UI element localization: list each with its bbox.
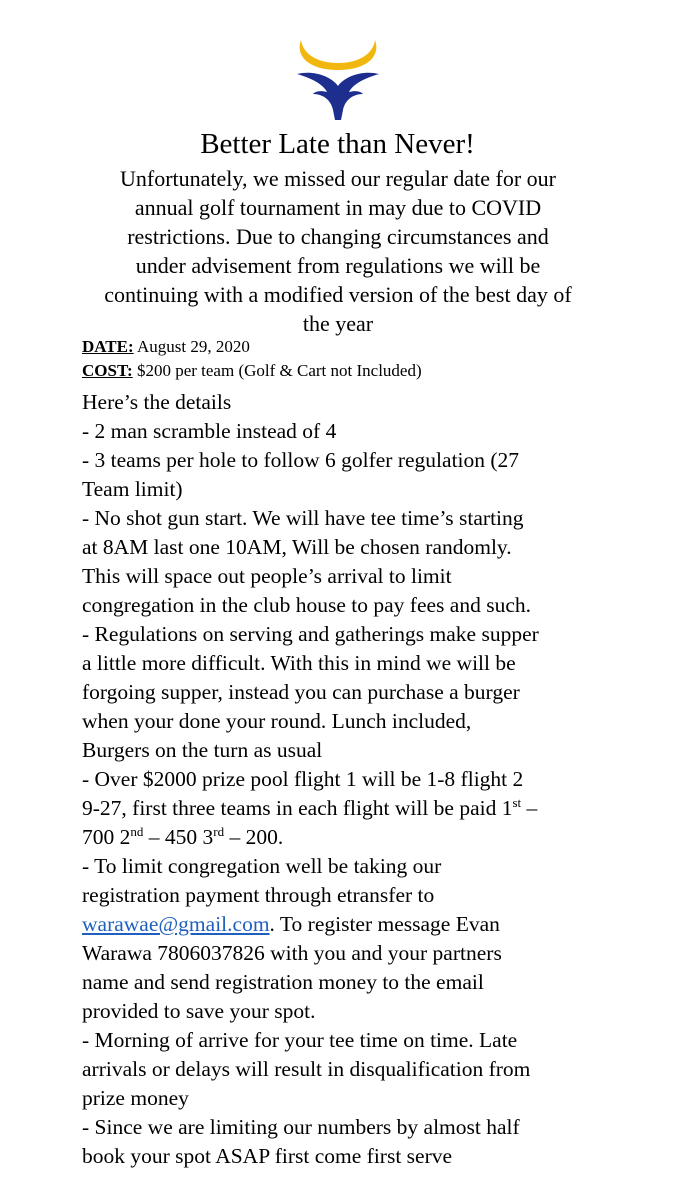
details-line: at 8AM last one 10AM, Will be chosen randomly.	[82, 535, 512, 559]
prize-text: –	[521, 796, 538, 820]
date-label: DATE:	[82, 337, 134, 356]
details-line: forgoing supper, instead you can purchase a burger	[82, 680, 520, 704]
details-line: - To limit congregation well be taking our	[82, 854, 442, 878]
cost-value: $200 per team (Golf & Cart not Included)	[132, 361, 422, 380]
prize-text: – 450 3	[143, 825, 214, 849]
details-line: - Over $2000 prize pool flight 1 will be 1-8 flight 2	[82, 767, 524, 791]
details-line: congregation in the club house to pay fees and such.	[82, 593, 531, 617]
details-line: - Regulations on serving and gatherings make supper	[82, 622, 539, 646]
details-line: when your done your round. Lunch included,	[82, 709, 472, 733]
cost-label: COST:	[82, 361, 133, 380]
intro-paragraph	[76, 164, 600, 338]
details-line: provided to save your spot.	[82, 999, 316, 1023]
prize-text: – 200.	[224, 825, 284, 849]
ordinal-suffix: rd	[213, 823, 225, 839]
details-line: Team limit)	[82, 477, 183, 501]
email-link[interactable]: warawae@gmail.com	[82, 912, 270, 936]
details-list	[82, 388, 642, 1171]
flyer-title: Better Late than Never!	[200, 128, 475, 160]
event-cost	[82, 361, 642, 381]
details-line: - Morning of arrive for your tee time on time. Late	[82, 1028, 518, 1052]
ordinal-suffix: st	[512, 794, 522, 810]
details-text: . To register message Evan	[269, 912, 500, 936]
details-line: arrivals or delays will result in disqualification from	[82, 1057, 531, 1081]
details-line: - Since we are limiting our numbers by almost half	[82, 1115, 520, 1139]
intro-line: continuing with a modified version of the best day of	[104, 282, 572, 307]
details-line: - 2 man scramble instead of 4	[82, 419, 337, 443]
details-line: prize money	[82, 1086, 189, 1110]
details-line: a little more difficult. With this in mind we will be	[82, 651, 516, 675]
ordinal-suffix: nd	[130, 823, 144, 839]
details-line: Warawa 7806037826 with you and your partners	[82, 941, 502, 965]
details-line: book your spot ASAP first come first serve	[82, 1144, 453, 1168]
bull-horns-logo-icon	[291, 30, 385, 122]
prize-line-1	[82, 794, 642, 823]
intro-line: the year	[302, 311, 374, 336]
intro-line: annual golf tournament in may due to COVID	[134, 195, 542, 220]
date-value: August 29, 2020	[133, 337, 250, 356]
prize-line-2	[82, 823, 642, 852]
intro-line: Unfortunately, we missed our regular date for our	[120, 166, 556, 191]
details-line: - 3 teams per hole to follow 6 golfer regulation (27	[82, 448, 520, 472]
prize-text: 9-27, first three teams in each flight will be paid 1	[82, 796, 513, 820]
details-line: This will space out people’s arrival to limit	[82, 564, 452, 588]
details-line: name and send registration money to the email	[82, 970, 484, 994]
details-line: Here’s the details	[82, 390, 232, 414]
details-line: - No shot gun start. We will have tee time’s starting	[82, 506, 524, 530]
event-date	[82, 337, 642, 357]
intro-line: under advisement from regulations we will be	[135, 253, 541, 278]
email-line	[82, 910, 642, 939]
details-line: Burgers on the turn as usual	[82, 738, 323, 762]
intro-line: restrictions. Due to changing circumstances and	[127, 224, 549, 249]
prize-text: 700 2	[82, 825, 131, 849]
details-line: registration payment through etransfer to	[82, 883, 435, 907]
